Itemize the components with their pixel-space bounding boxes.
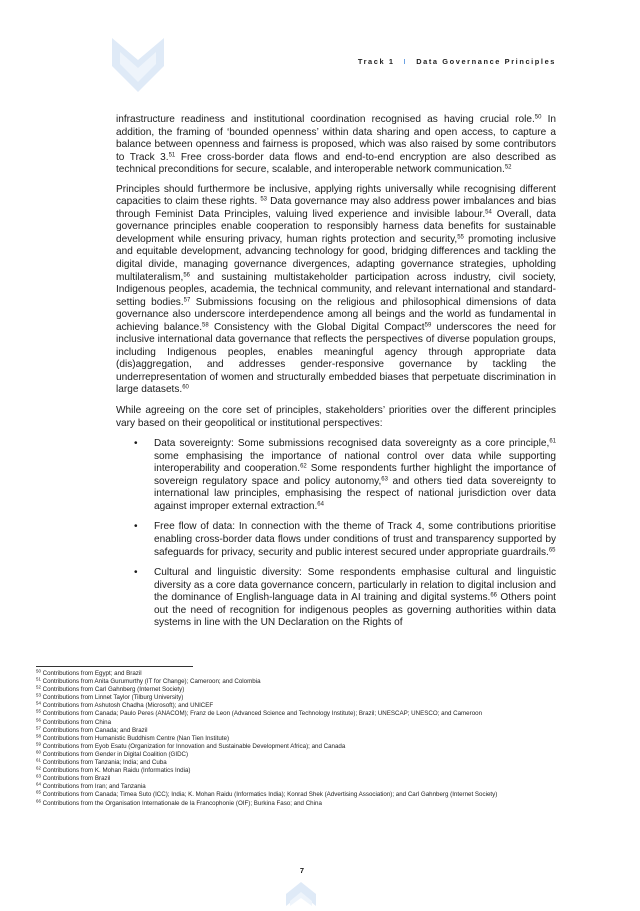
footnote-ref[interactable]: 62 [300,463,307,470]
footnote [36,791,566,799]
footnote [36,767,566,775]
footnote-text: Contributions from Iran; and Tanzania [40,783,146,791]
footnote [36,670,566,678]
priority-list [116,438,556,630]
footnote-text: Contributions from China [40,718,112,726]
footnote-number: 53 [36,692,41,698]
page-number: 7 [299,866,305,875]
footnote-text: Contributions from Canada; and Brazil [40,726,148,734]
list-item [116,521,556,559]
brand-chevron-logo-icon [112,36,164,94]
running-header [358,57,556,66]
footnote-ref[interactable]: 63 [381,476,388,483]
footnote-number: 66 [36,798,41,804]
footnote-ref[interactable]: 54 [485,209,492,216]
footnote-number: 63 [36,773,41,779]
footnote-number: 55 [36,709,41,715]
list-item [116,438,556,513]
footnote-number: 51 [36,676,41,682]
footnote-ref[interactable]: 58 [202,322,209,329]
main-text [116,114,556,638]
footnote [36,719,566,727]
footnote-number: 58 [36,733,41,739]
footnote [36,710,566,718]
footnote-number: 61 [36,757,41,763]
footnote-ref[interactable]: 66 [490,592,498,599]
paragraph: Principles should furthermore be inclusive, applying rights universally while recognising different capacities to claim these rights. $^{53}$ Data governance may also address power imbalances and bias through Feminist Data Principles, valuing lived experience and invisible labour.$^{54}$ Overall, data governance principles enable cooperation to responsibly harness data benefits for sustainable development while ensuring privacy, human rights protection and security,$^{55}$ promoting inclusive and equitable development, advancing technology for good, bridging differences and tackling the digital divide, managing governance divergences, adapting governance strategies, upholding multilateralism,$^{56}$ and sustaining multistakeholder participation across industry, civil society, Indigenous peoples, academia, the technical community, and relevant international and standard-setting bodies.$^{57}$ Submissions focusing on the religious and philosophical dimensions of data governance also underscore interdependence among all beings and the world as fundamental in achieving balance.$^{58}$ Consistency with the Global Digital Compact$^{59}$ underscores the need for inclusive international data governance that reflects the perspectives of diverse population groups, including Indigenous peoples, enables meaningful agency through appropriate data (dis)aggregation, and addresses gender-responsive governance by tackling the underrepresentation of women and structurally embedded biases that perpetuate discrimination in large datasets.$^{60}$ [116,183,557,396]
list-item-text: Free flow of data: In connection with the theme of Track 4, some contributions prioritise enabling cross-border data flows under conditions of trust and transparency supported by safeguards for privacy, security and public interest secured under appropriate guardrails.$^{65}$ [154,521,556,558]
footnote-number: 62 [36,765,41,771]
footnote-ref[interactable]: 53 [260,196,268,203]
footnote-text: Contributions from Anita Gurumurthy (IT for Change); Cameroon; and Colombia [40,678,261,686]
footnote-ref[interactable]: 60 [182,385,189,392]
footnote-number: 52 [36,684,41,690]
footnote-ref[interactable]: 65 [548,547,556,554]
footnote [36,800,566,808]
list-item [116,567,556,630]
footnote-ref[interactable]: 56 [183,272,190,279]
footnote-text: Contributions from Tanzania; India; and Cuba [40,759,167,767]
footnote-text: Contributions from Egypt; and Brazil [40,670,142,677]
footnote-ref[interactable]: 51 [168,152,176,159]
footnote-text: Contributions from the Organisation Internationale de la Francophonie (OIF); Burkina Faso; and China [40,799,322,807]
footnote-text: Contributions from Brazil [40,775,111,783]
footnote-text: Contributions from Canada; Timea Suto (ICC); India; K. Mohan Raidu (Informatics India); Konrad Shek (Advertising Association); and Carl Gahnberg (Internet Society) [40,791,498,799]
footnote-divider [36,666,193,667]
footnote [36,751,566,759]
header-section-title: Data Governance Principles [416,57,556,66]
footnote-number: 57 [36,725,41,731]
footnote-ref[interactable]: 55 [457,234,464,241]
footnote-number: 59 [36,741,41,747]
footnote [36,759,566,767]
footnote-text: Contributions from Ashutosh Chadha (Microsoft); and UNICEF [40,702,214,710]
bullet-icon: • [134,567,138,579]
bullet-icon: • [134,438,138,450]
brand-chevron-logo-icon [286,882,316,906]
footnote-text: Contributions from Humanistic Buddhism Centre (Nan Tien Institute) [40,734,229,742]
footnote [36,743,566,751]
footnote [36,735,566,743]
footnote-text: Contributions from Canada; Paulo Peres (ANACOM); Franz de Leon (Advanced Science and Technology Institute); Brazil; UNESCAP; UNESCO; and Cameroon [40,710,483,718]
footnote-ref[interactable]: 61 [549,438,556,445]
list-item-text: Data sovereignty: Some submissions recognised data sovereignty as a core principle,$^{61}$ some emphasising the importance of national control over data while supporting interoperability and cooperation.$^{62}$ Some respondents further highlight the importance of sovereign regulatory space and policy autonomy,$^{63}$ and others tied data sovereignty to international law principles, emphasising the respect of national jurisdiction over data against improper external extraction.$^{64}$ [154,438,556,512]
footnote-ref[interactable]: 59 [424,322,432,329]
footnote-text: Contributions from K. Mohan Raidu (Informatics India) [40,767,191,775]
bullet-icon: • [134,521,138,533]
paragraph: While agreeing on the core set of principles, stakeholders’ priorities over the different principles vary based on their geopolitical or institutional perspectives: [116,405,556,429]
footnote-number: 60 [36,749,41,755]
header-separator: I [403,57,408,66]
footnote-number: 54 [36,700,41,706]
footnotes [36,670,566,808]
footnote-number: 65 [36,790,41,796]
footnote [36,727,566,735]
footnote-number: 64 [36,781,41,787]
paragraph: infrastructure readiness and institutional coordination recognised as having crucial role.$^{50}$ In addition, the framing of ‘bounded openness’ within data sharing and open access, to capture a balance between openness and fairness is proposed, which was also raised by some contributors to Track 3.51 Free cross-border data flows and end-to-end encryption are also described as technical preconditions for secure, scalable, and interoperable network communication.$^{52}$ [116,114,557,176]
footnote-ref[interactable]: 64 [317,501,324,508]
footnote-ref[interactable]: 52 [504,164,512,171]
footnote-number: 56 [36,717,41,723]
footnote-text: Contributions from Gender in Digital Coalition (GIDC) [40,750,189,758]
footnote-text: Contributions from Linnet Taylor (Tilburg University) [40,694,184,702]
footnote-ref[interactable]: 57 [183,297,191,304]
footnote-text: Contributions from Carl Gahnberg (Internet Society) [40,686,185,694]
footnote-ref[interactable]: 50 [534,114,542,121]
footnote [36,678,566,686]
list-item-text: Cultural and linguistic diversity: Some respondents emphasise cultural and linguistic diversity as a core data governance concern, particularly in relation to digital inclusion and the dominance of English-language data in AI training and digital systems.$^{66}$ Others point out the need of recognition for indigenous peoples as governing authorities within data systems in line with the UN Declaration on the Rights of [154,567,556,629]
footnote-text: Contributions from Eyob Esatu (Organization for Innovation and Sustainable Development Africa); and Canada [40,742,346,750]
footnote-number: 50 [36,668,41,674]
header-track: Track 1 [357,57,395,66]
